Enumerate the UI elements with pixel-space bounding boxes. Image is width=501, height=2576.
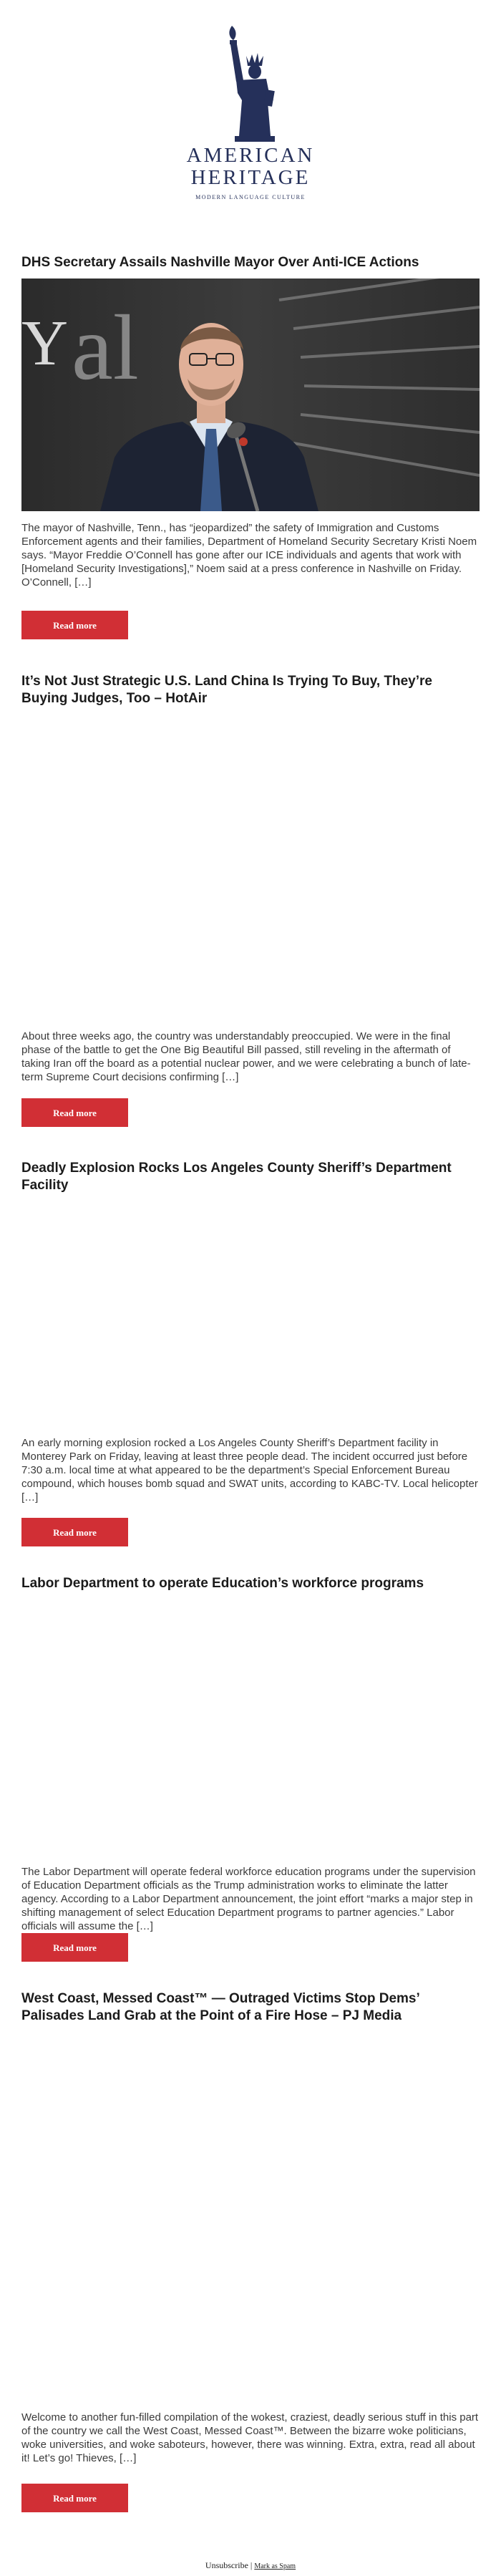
- article-image-placeholder: [21, 1599, 480, 1864]
- photo-man-at-microphone: [21, 279, 480, 511]
- article-title[interactable]: Deadly Explosion Rocks Los Angeles County Sheriff’s Department Facility: [21, 1161, 452, 1193]
- article-image-placeholder: [21, 2033, 480, 2391]
- svg-text:al: al: [72, 296, 139, 400]
- article-excerpt: An early morning explosion rocked a Los Angeles County Sheriff’s Department facility in Monterey Park on Friday, leaving at least three people dead. The incident occurred just before 7:30 a.m. local time at what appeared to be the department’s Special Enforcement Bureau compound, which houses bomb squad and SWAT units, according to KABC-TV. Local helicopter […]: [21, 1437, 478, 1504]
- article-card: [21, 1160, 480, 1538]
- read-more-button[interactable]: Read more: [21, 1518, 128, 1546]
- article-excerpt: The Labor Department will operate federal workforce education programs under the supervision of Education Department officials as the Trump administration works to eliminate the latter agency. According to a Labor Department announcement, the joint effort “marks a major step in shifting management of select Education Department programs to partner agencies.” Labor officials will assume the […]: [21, 1866, 476, 1932]
- article-title[interactable]: DHS Secretary Assails Nashville Mayor Over Anti-ICE Actions: [21, 255, 419, 270]
- article-image[interactable]: [21, 279, 480, 511]
- unsubscribe-link[interactable]: Unsubscribe: [205, 2560, 248, 2570]
- newsletter-footer: [0, 2560, 501, 2571]
- article-image-placeholder: [21, 1184, 480, 1449]
- article-card: [21, 673, 480, 1118]
- article-card: [21, 1990, 480, 2504]
- article-excerpt: Welcome to another fun-filled compilation of the wokest, craziest, deadly serious stuff in this part of the country we call the West Coast, Messed Coast™. Between the bizarre woke politicians, woke universities, and woke saboteurs, however, there was winning. Extra, extra, read all about it! Let’s go! Thieves, […]: [21, 2411, 479, 2464]
- article-title[interactable]: Labor Department to operate Education’s workforce programs: [21, 1576, 424, 1591]
- article-image-placeholder: [21, 716, 480, 1017]
- article-excerpt: About three weeks ago, the country was understandably preoccupied. We were in the final phase of the battle to get the One Big Beautiful Bill passed, still reveling in the aftermath of taking Iran off the board as a potential nuclear power, and we were celebrating a bunch of late-term Supreme Court decisions confirming […]: [21, 1030, 471, 1083]
- article-card: [21, 254, 480, 631]
- read-more-button[interactable]: Read more: [21, 1098, 128, 1127]
- article-title[interactable]: It’s Not Just Strategic U.S. Land China Is Trying To Buy, They’re Buying Judges, Too – HotAir: [21, 674, 432, 706]
- brand-name-line1: AMERICAN: [186, 144, 315, 167]
- brand-name-line2: HERITAGE: [190, 166, 311, 189]
- mark-as-spam-link[interactable]: Mark as Spam: [254, 2562, 296, 2570]
- brand-tagline: MODERN LANGUAGE CULTURE: [195, 194, 306, 200]
- footer-separator: |: [248, 2560, 255, 2570]
- article-excerpt: The mayor of Nashville, Tenn., has “jeopardized” the safety of Immigration and Customs Enforcement agents and their families, Department of Homeland Security Secretary Kristi Noem says. “Mayor Freddie O’Connell has gone after our ICE individuals and agents that work with [Homeland Security Investigations],” Noem said at a press conference in Nashville on Friday. O’Connell, […]: [21, 522, 477, 589]
- read-more-button[interactable]: Read more: [21, 1933, 128, 1962]
- statue-of-liberty-icon: [215, 21, 286, 143]
- article-title[interactable]: West Coast, Messed Coast™ — Outraged Victims Stop Dems’ Palisades Land Grab at the Point of a Fire Hose – PJ Media: [21, 1991, 419, 2023]
- svg-text:Y: Y: [21, 308, 68, 379]
- read-more-button[interactable]: Read more: [21, 2484, 128, 2512]
- article-card: [21, 1575, 480, 1953]
- read-more-button[interactable]: Read more: [21, 611, 128, 639]
- brand-logo[interactable]: [179, 21, 322, 208]
